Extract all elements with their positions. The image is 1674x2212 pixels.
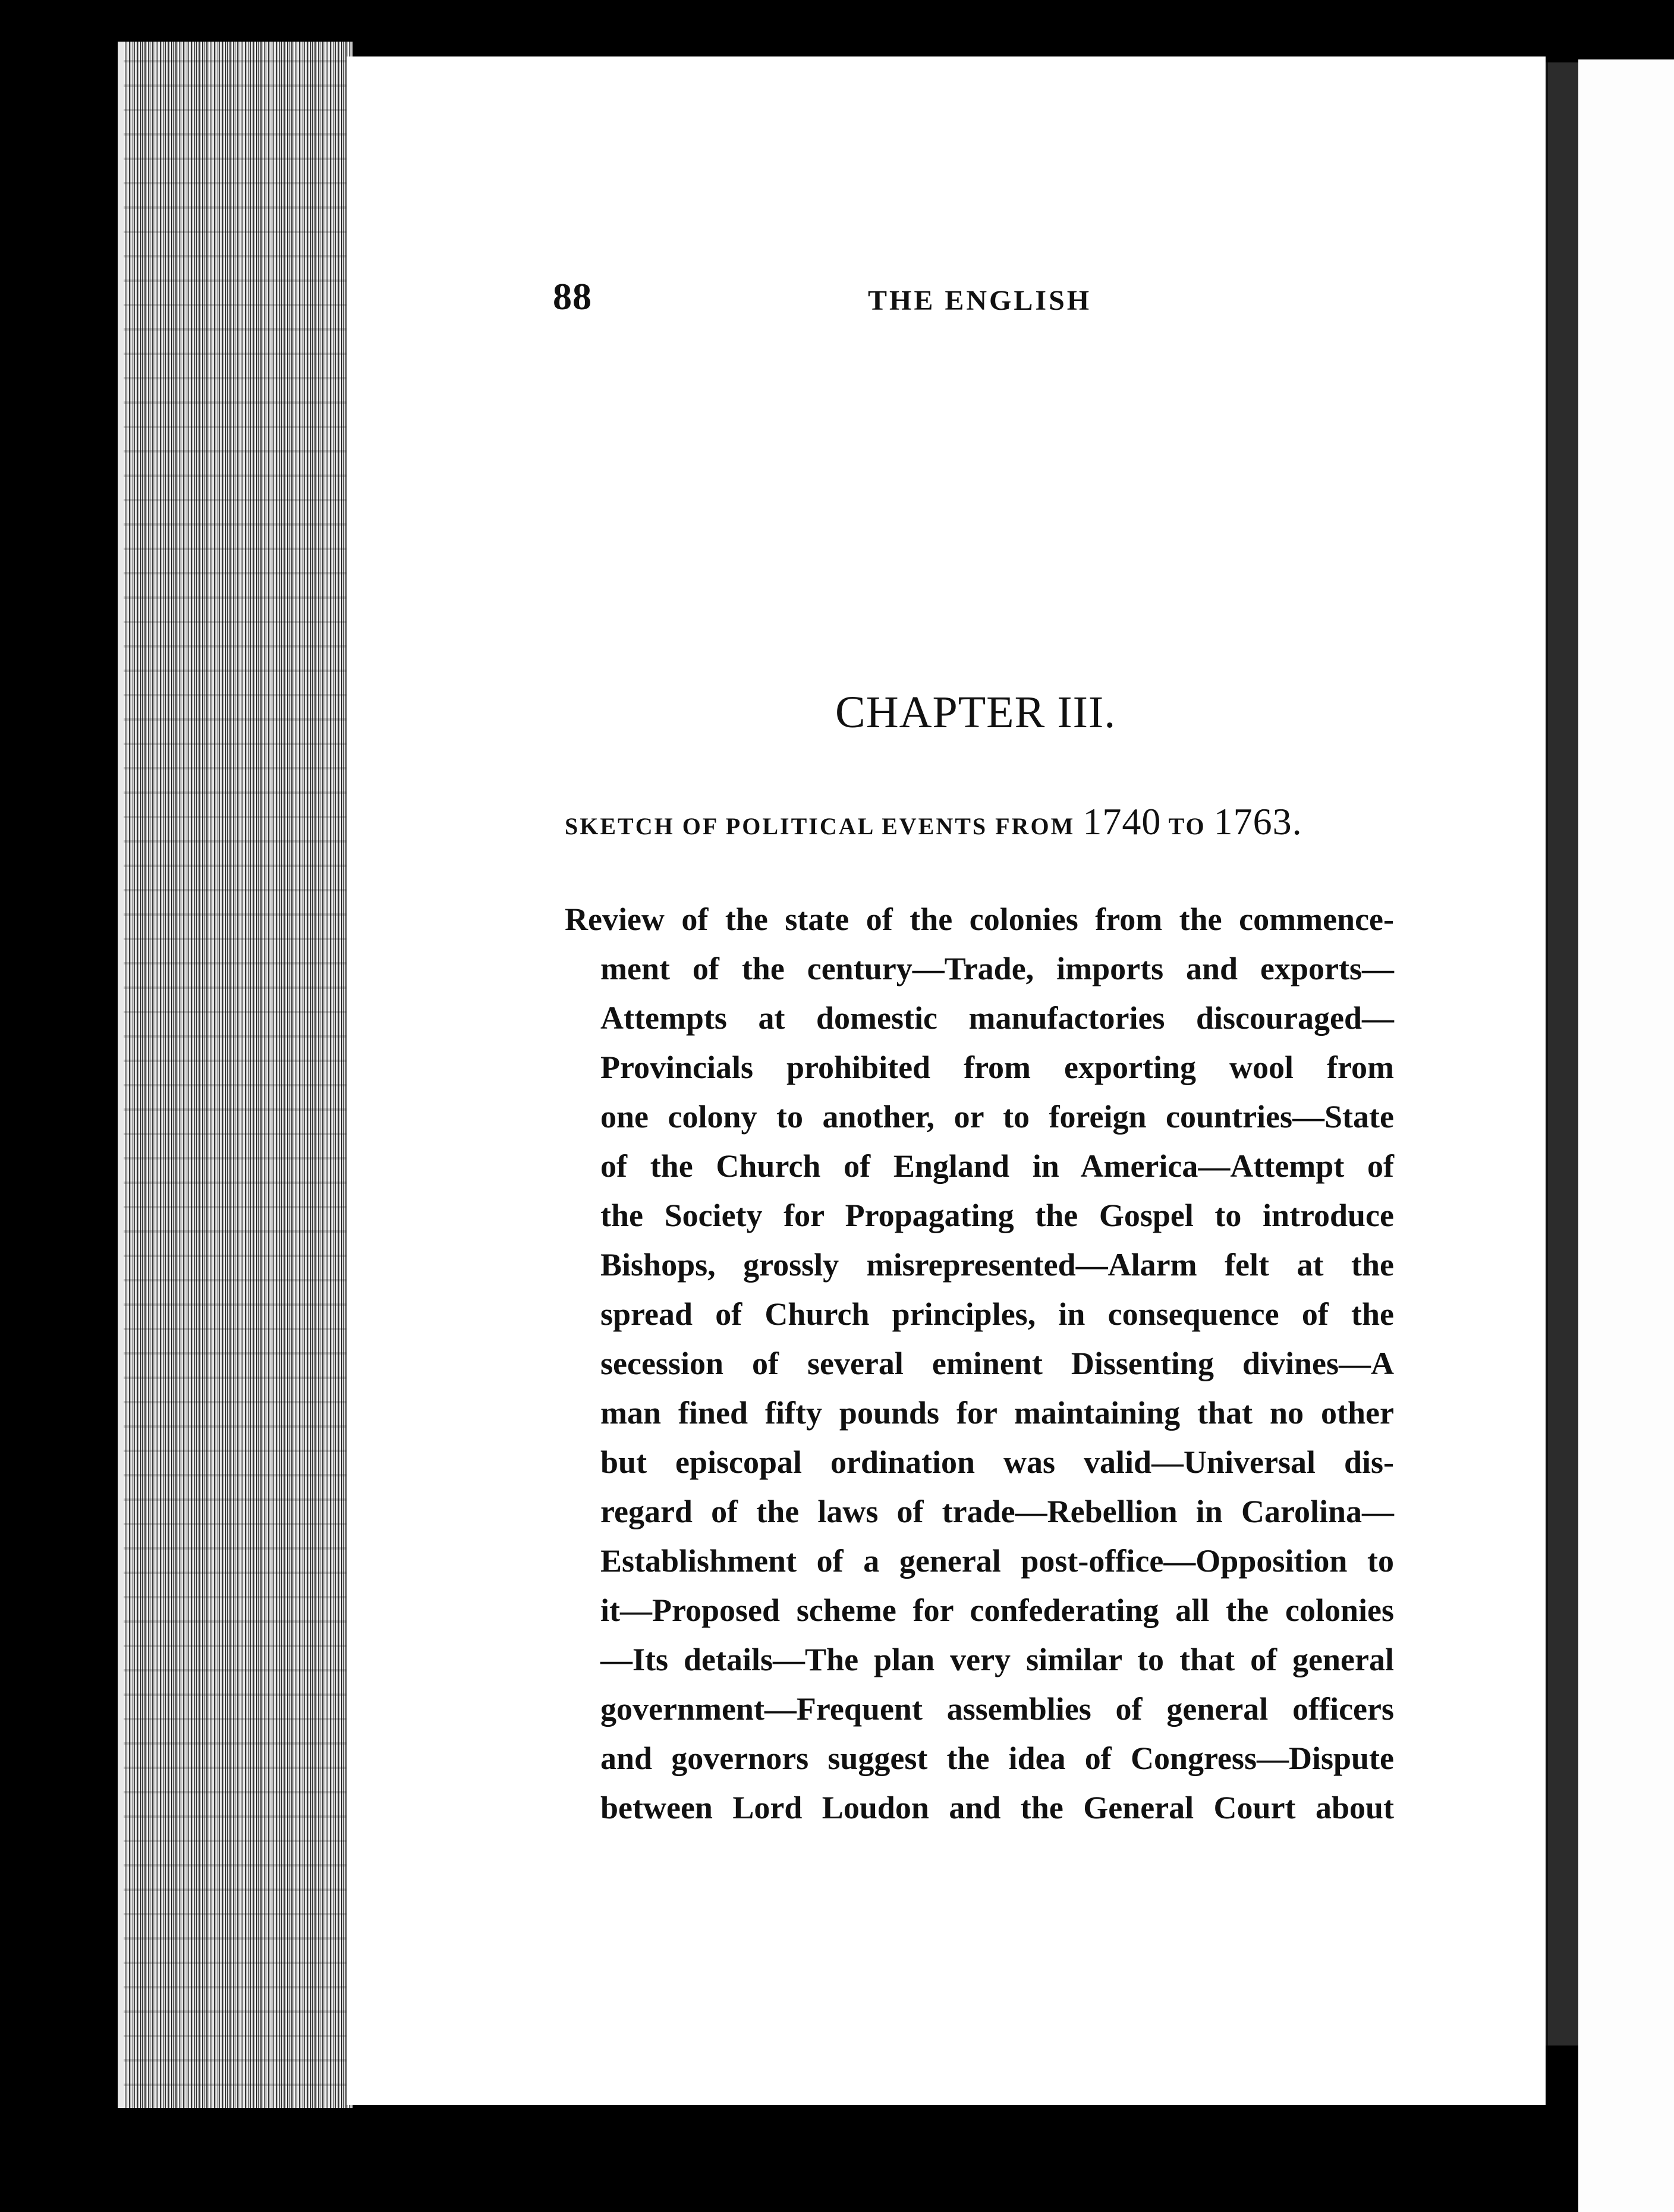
year-end: 1763. bbox=[1213, 800, 1302, 843]
book-right-edge bbox=[1546, 62, 1581, 2046]
subtitle-mid: TO bbox=[1168, 813, 1206, 840]
summary-line: Review of the state of the colonies from the commence- bbox=[565, 901, 1394, 937]
summary-line: and governors suggest the idea of Congress—Dispute bbox=[600, 1740, 1394, 1776]
summary-line: ment of the century—Trade, imports and exports— bbox=[600, 951, 1394, 986]
year-start: 1740 bbox=[1083, 800, 1162, 843]
summary-line: Establishment of a general post-office—Opposition to bbox=[600, 1543, 1394, 1579]
summary-line: but episcopal ordination was valid—Universal dis- bbox=[600, 1444, 1394, 1480]
summary-line: government—Frequent assemblies of general officers bbox=[600, 1691, 1394, 1727]
running-title: THE ENGLISH bbox=[868, 285, 1092, 316]
page-number: 88 bbox=[553, 275, 592, 318]
summary-line: between Lord Loudon and the General Court about bbox=[600, 1790, 1394, 1825]
summary-line: Provincials prohibited from exporting wool from bbox=[600, 1050, 1394, 1085]
summary-line: secession of several eminent Dissenting divines—A bbox=[600, 1346, 1394, 1381]
summary-line: Attempts at domestic manufactories discouraged— bbox=[600, 1000, 1394, 1036]
subtitle-prefix: SKETCH OF POLITICAL EVENTS FROM bbox=[565, 813, 1075, 840]
summary-line: man fined fifty pounds for maintaining that no other bbox=[600, 1395, 1394, 1431]
chapter-summary bbox=[565, 895, 1394, 1833]
book-page-edges bbox=[118, 42, 353, 2108]
facing-page-sliver bbox=[1578, 59, 1674, 2212]
summary-line: the Society for Propagating the Gospel to introduce bbox=[600, 1198, 1394, 1233]
summary-line: regard of the laws of trade—Rebellion in Carolina— bbox=[600, 1494, 1394, 1529]
chapter-title: CHAPTER III. bbox=[835, 687, 1116, 737]
summary-line: one colony to another, or to foreign countries—State bbox=[600, 1099, 1394, 1135]
summary-line: —Its details—The plan very similar to that of general bbox=[600, 1642, 1394, 1677]
chapter-subtitle bbox=[565, 800, 1397, 844]
summary-line: it—Proposed scheme for confederating all the colonies bbox=[600, 1592, 1394, 1628]
summary-line: spread of Church principles, in consequence of the bbox=[600, 1296, 1394, 1332]
summary-line: Bishops, grossly misrepresented—Alarm felt at the bbox=[600, 1247, 1394, 1283]
summary-line: of the Church of England in America—Attempt of bbox=[600, 1148, 1394, 1184]
